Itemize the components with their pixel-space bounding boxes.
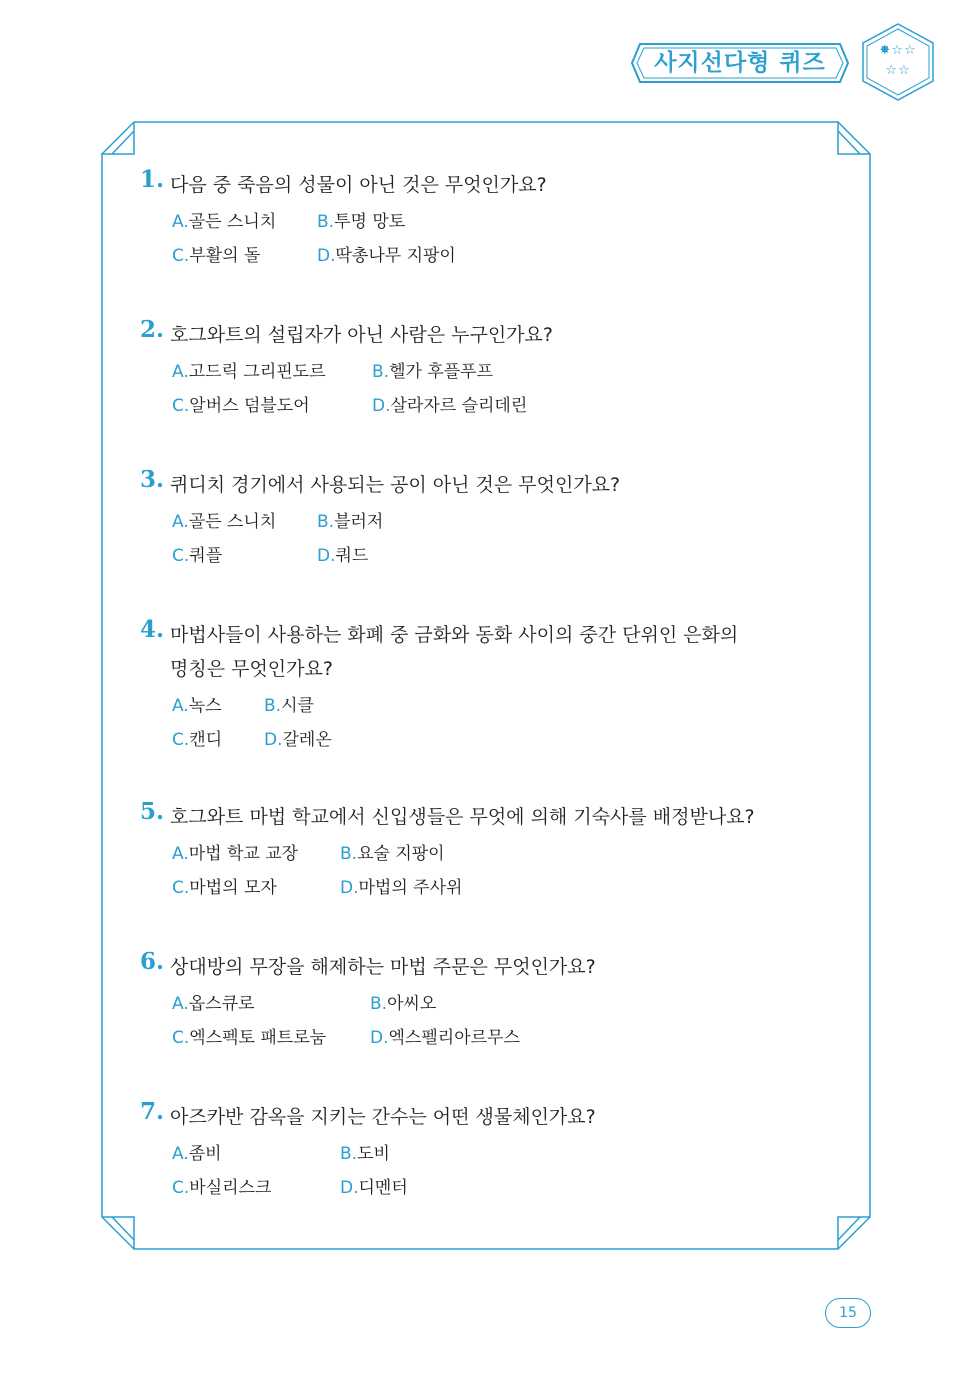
question-number: 5. [140, 798, 165, 825]
option-c[interactable] [172, 541, 222, 566]
option-text: 엑스펙토 패트로눔 [189, 1028, 327, 1048]
option-text: 부활의 돌 [189, 246, 261, 266]
option-letter: D. [340, 878, 359, 898]
option-text: 블러저 [334, 512, 384, 532]
option-text: 쿼플 [189, 546, 223, 566]
page-header-title: 사지선다형 퀴즈 [654, 50, 826, 76]
option-text: 마법 학교 교장 [188, 844, 299, 864]
question-text [170, 618, 810, 686]
option-text: 캔디 [189, 730, 223, 750]
option-letter: C. [172, 1178, 190, 1198]
question-number: 6. [140, 948, 165, 975]
option-a[interactable] [172, 357, 326, 382]
question-text: 호그와트의 설립자가 아닌 사람은 누구인가요? [170, 324, 553, 346]
option-a[interactable] [172, 989, 254, 1014]
question-number: 1. [140, 166, 165, 193]
question-text: 상대방의 무장을 해제하는 마법 주문은 무엇인가요? [170, 956, 596, 978]
option-letter: A. [172, 844, 189, 864]
option-text: 투명 망토 [334, 212, 406, 232]
option-d[interactable] [317, 541, 368, 566]
option-letter: B. [340, 1144, 358, 1164]
option-c[interactable] [172, 873, 277, 898]
option-letter: C. [172, 878, 190, 898]
option-c[interactable] [172, 241, 260, 266]
option-letter: A. [172, 212, 189, 232]
question-text: 아즈카반 감옥을 지키는 간수는 어떤 생물체인가요? [170, 1106, 596, 1128]
option-text: 알버스 덤블도어 [189, 396, 310, 416]
option-text: 도비 [357, 1144, 390, 1164]
option-letter: D. [317, 246, 336, 266]
option-b[interactable] [340, 1139, 390, 1164]
option-text: 시클 [281, 696, 314, 716]
option-text: 딱총나무 지팡이 [335, 246, 456, 266]
question-text: 다음 중 죽음의 성물이 아닌 것은 무엇인가요? [170, 174, 547, 196]
option-text: 디멘터 [358, 1178, 408, 1198]
option-a[interactable] [172, 839, 298, 864]
option-letter: C. [172, 396, 190, 416]
option-letter: B. [264, 696, 282, 716]
option-letter: B. [370, 994, 388, 1014]
option-d[interactable] [340, 873, 462, 898]
option-letter: B. [317, 512, 335, 532]
option-d[interactable] [372, 391, 527, 416]
option-b[interactable] [317, 507, 383, 532]
stars-icon: ☆☆ [885, 63, 911, 78]
option-text: 좀비 [188, 1144, 222, 1164]
option-letter: A. [172, 994, 189, 1014]
option-text: 바실리스크 [189, 1178, 272, 1198]
option-letter: D. [317, 546, 336, 566]
question-number: 7. [140, 1098, 165, 1125]
option-a[interactable] [172, 1139, 222, 1164]
option-text: 갈레온 [282, 730, 332, 750]
option-letter: D. [264, 730, 283, 750]
option-b[interactable] [317, 207, 405, 232]
option-b[interactable] [372, 357, 493, 382]
option-letter: C. [172, 246, 190, 266]
option-text: 아씨오 [387, 994, 437, 1014]
option-a[interactable] [172, 507, 276, 532]
option-d[interactable] [317, 241, 456, 266]
question-text: 퀴디치 경기에서 사용되는 공이 아닌 것은 무엇인가요? [170, 474, 621, 496]
option-letter: D. [372, 396, 391, 416]
option-letter: B. [372, 362, 390, 382]
option-letter: A. [172, 696, 189, 716]
question-number: 2. [140, 316, 165, 343]
option-letter: D. [340, 1178, 359, 1198]
option-d[interactable] [370, 1023, 520, 1048]
page-number: 15 [825, 1298, 871, 1328]
option-text: 마법의 주사위 [358, 878, 463, 898]
option-text: 요술 지팡이 [357, 844, 445, 864]
option-letter: C. [172, 1028, 190, 1048]
option-b[interactable] [340, 839, 445, 864]
option-text: 녹스 [188, 696, 222, 716]
option-text: 살라자르 슬리데린 [390, 396, 528, 416]
option-c[interactable] [172, 1023, 326, 1048]
option-c[interactable] [172, 725, 222, 750]
option-text: 엑스펠리아르무스 [388, 1028, 520, 1048]
question-number: 3. [140, 466, 165, 493]
option-c[interactable] [172, 1173, 271, 1198]
option-text: 옵스큐로 [188, 994, 255, 1014]
option-letter: C. [172, 546, 190, 566]
question-text-line: 마법사들이 사용하는 화폐 중 금화와 동화 사이의 중간 단위인 은화의 [170, 624, 739, 646]
option-a[interactable] [172, 691, 222, 716]
option-letter: A. [172, 1144, 189, 1164]
question-text: 호그와트 마법 학교에서 신입생들은 무엇에 의해 기숙사를 배정받나요? [170, 806, 755, 828]
option-c[interactable] [172, 391, 310, 416]
option-text: 골든 스니치 [188, 512, 277, 532]
option-letter: B. [340, 844, 358, 864]
option-letter: A. [172, 512, 189, 532]
question-text-line: 명칭은 무엇인가요? [170, 658, 333, 680]
option-letter: C. [172, 730, 190, 750]
option-text: 마법의 모자 [189, 878, 277, 898]
option-text: 헬가 후플푸프 [389, 362, 494, 382]
option-text: 쿼드 [335, 546, 369, 566]
option-b[interactable] [370, 989, 436, 1014]
option-letter: B. [317, 212, 335, 232]
option-d[interactable] [340, 1173, 408, 1198]
option-a[interactable] [172, 207, 276, 232]
option-letter: D. [370, 1028, 389, 1048]
option-letter: A. [172, 362, 189, 382]
question-number: 4. [140, 616, 165, 643]
option-b[interactable] [264, 691, 314, 716]
option-text: 고드릭 그리핀도르 [188, 362, 326, 382]
option-text: 골든 스니치 [188, 212, 277, 232]
stars-icon: ✸☆☆ [879, 43, 917, 58]
option-d[interactable] [264, 725, 332, 750]
